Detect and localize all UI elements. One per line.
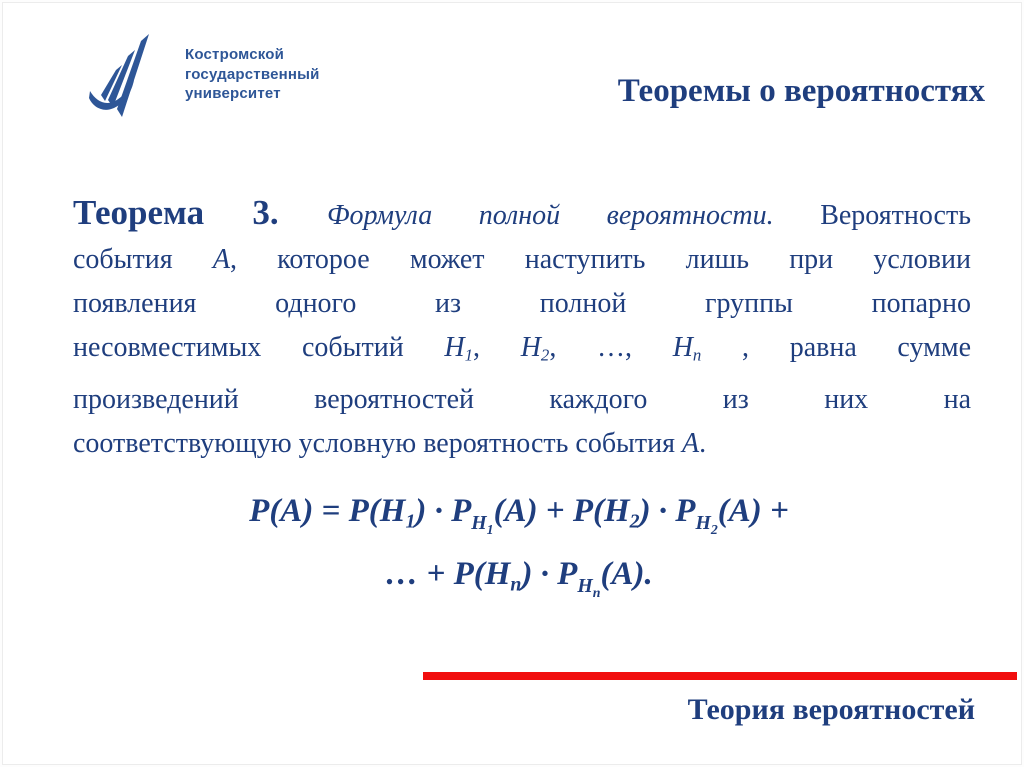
text-token: появления одного из полной группы попарно	[73, 288, 971, 319]
text-token: A	[681, 427, 700, 459]
logo-text-line: университет	[185, 85, 281, 102]
text-token: H	[695, 511, 711, 534]
text-token: H	[520, 332, 541, 363]
text-token: H	[444, 332, 465, 363]
formula-line-2	[73, 552, 965, 615]
text-token: несовместимых событий	[73, 332, 445, 363]
text-token: произведений вероятностей каждого из них на	[73, 383, 971, 415]
text-token: 1	[464, 345, 473, 365]
text-token: H	[672, 332, 693, 363]
text-token: A	[212, 244, 230, 275]
text-token: H	[577, 575, 593, 598]
text-token: n	[510, 573, 522, 596]
text-token: Формула полной вероятности.	[326, 200, 821, 231]
text-token: 1	[405, 510, 416, 533]
footer-course-title: Теория вероятностей	[687, 693, 975, 726]
text-token: , которое может наступить лишь при условии	[229, 244, 971, 275]
text-token: ) · P	[639, 493, 696, 529]
text-token: H	[471, 511, 487, 534]
text-token: 1	[486, 522, 494, 538]
university-logo-text	[185, 45, 320, 104]
text-token: n	[592, 585, 601, 601]
formula-line-1	[73, 489, 965, 552]
slide-canvas	[2, 2, 1022, 765]
text-token: P(A) = P(H	[249, 493, 406, 529]
theorem-paragraph	[73, 191, 971, 466]
text-token: 2	[540, 345, 550, 365]
text-token: Теорема 3.	[73, 193, 327, 232]
text-token: (A).	[600, 556, 653, 593]
text-token: события	[73, 244, 213, 275]
text-token: соответствующую условную вероятность события	[73, 427, 682, 459]
text-token: … + P(H	[385, 556, 511, 593]
theorem-line	[73, 238, 971, 282]
text-token: (A) +	[717, 493, 789, 529]
theorem-line	[73, 282, 971, 326]
text-token: , …,	[549, 332, 673, 363]
text-token: n	[692, 345, 702, 365]
logo-text-line: государственный	[185, 65, 320, 83]
theorem-line	[73, 422, 971, 466]
slide-title: Теоремы о вероятностях	[617, 73, 985, 109]
text-token: Вероятность	[820, 200, 971, 231]
theorem-line	[73, 326, 971, 378]
text-token: (A) + P(H	[493, 493, 630, 529]
footer-divider-line	[423, 672, 1017, 680]
text-token: .	[699, 427, 707, 459]
text-token: ,	[473, 332, 521, 363]
text-token: 2	[710, 522, 718, 538]
university-logo-icon	[89, 33, 157, 121]
logo-text-line: Костромской	[185, 46, 285, 63]
text-token: ) · P	[415, 493, 472, 529]
text-token: 2	[629, 510, 640, 533]
text-token: , равна сумме	[701, 332, 971, 363]
theorem-line	[73, 378, 971, 422]
text-token: ) · P	[521, 556, 578, 593]
total-probability-formula	[73, 489, 965, 615]
theorem-line	[73, 191, 971, 238]
